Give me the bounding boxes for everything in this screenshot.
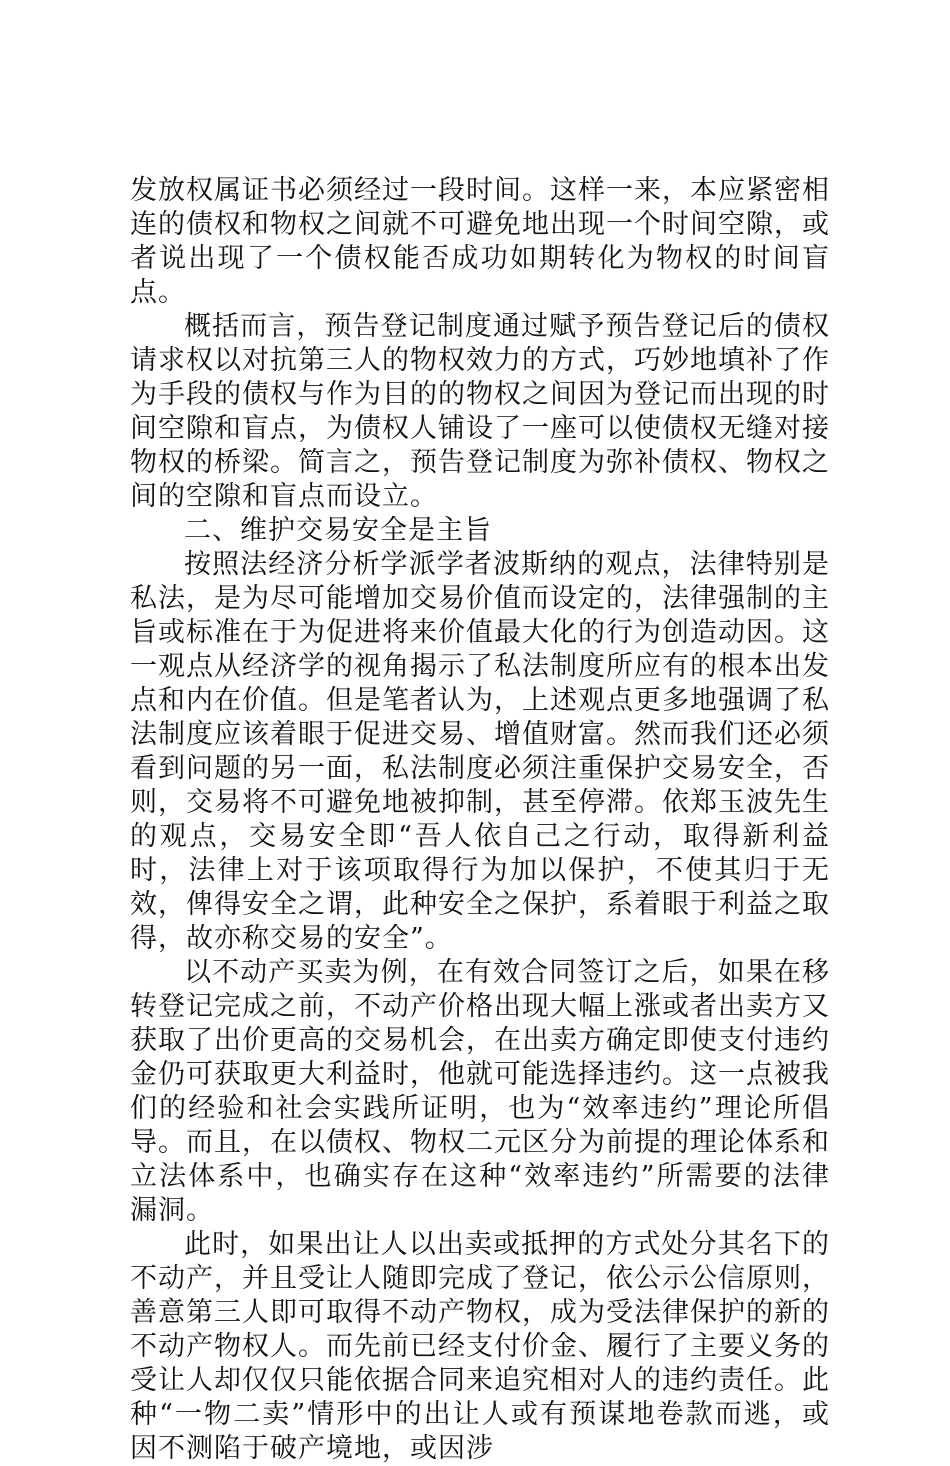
paragraph-summary: 概括而言，预告登记制度通过赋予预告登记后的债权请求权以对抗第三人的物权效力的方式，巧妙地填补了作为手段的债权与作为目的的物权之间因为登记而出现的时间空隙和盲点，为债权人铺设了一座可以使债权无缝对接物权的桥梁。简言之，预告登记制度为弥补债权、物权之间的空隙和盲点而设立。: [130, 311, 830, 512]
document-body: [130, 174, 830, 1466]
paragraph-real-estate-example: 以不动产买卖为例，在有效合同签订之后，如果在移转登记完成之前，不动产价格出现大幅上涨或者出卖方又获取了出价更高的交易机会，在出卖方确定即使支付违约金仍可获取更大利益时，他就可能选择违约。这一点被我们的经验和社会实践所证明，也为“效率违约”理论所倡导。而且，在以债权、物权二元区分为前提的理论体系和立法体系中，也确实存在这种“效率违约”所需要的法律漏洞。: [130, 957, 830, 1226]
paragraph-transferor: 此时，如果出让人以出卖或抵押的方式处分其名下的不动产，并且受让人随即完成了登记，依公示公信原则，善意第三人即可取得不动产物权，成为受法律保护的新的不动产物权人。而先前已经支付价金、履行了主要义务的受让人却仅仅只能依据合同来追究相对人的违约责任。此种“一物二卖”情形中的出让人或有预谋地卷款而逃，或因不测陷于破产境地，或因涉: [130, 1229, 830, 1464]
paragraph-posner: 按照法经济分析学派学者波斯纳的观点，法律特别是私法，是为尽可能增加交易价值而设定的，法律强制的主旨或标准在于为促进将来价值最大化的行为创造动因。这一观点从经济学的视角揭示了私法制度所应有的根本出发点和内在价值。但是笔者认为，上述观点更多地强调了私法制度应该着眼于促进交易、增值财富。然而我们还必须看到问题的另一面，私法制度必须注重保护交易安全，否则，交易将不可避免地被抑制，甚至停滞。依郑玉波先生的观点，交易安全即“吾人依自己之行动，取得新利益时，法律上对于该项取得行为加以保护，不使其归于无效，俾得安全之谓，此种安全之保护，系着眼于利益之取得，故亦称交易的安全”。: [130, 549, 830, 954]
paragraph-continuation: 发放权属证书必须经过一段时间。这样一来，本应紧密相连的债权和物权之间就不可避免地出现一个时间空隙，或者说出现了一个债权能否成功如期转化为物权的时间盲点。: [130, 175, 830, 308]
section-heading: 二、维护交易安全是主旨: [184, 515, 492, 546]
